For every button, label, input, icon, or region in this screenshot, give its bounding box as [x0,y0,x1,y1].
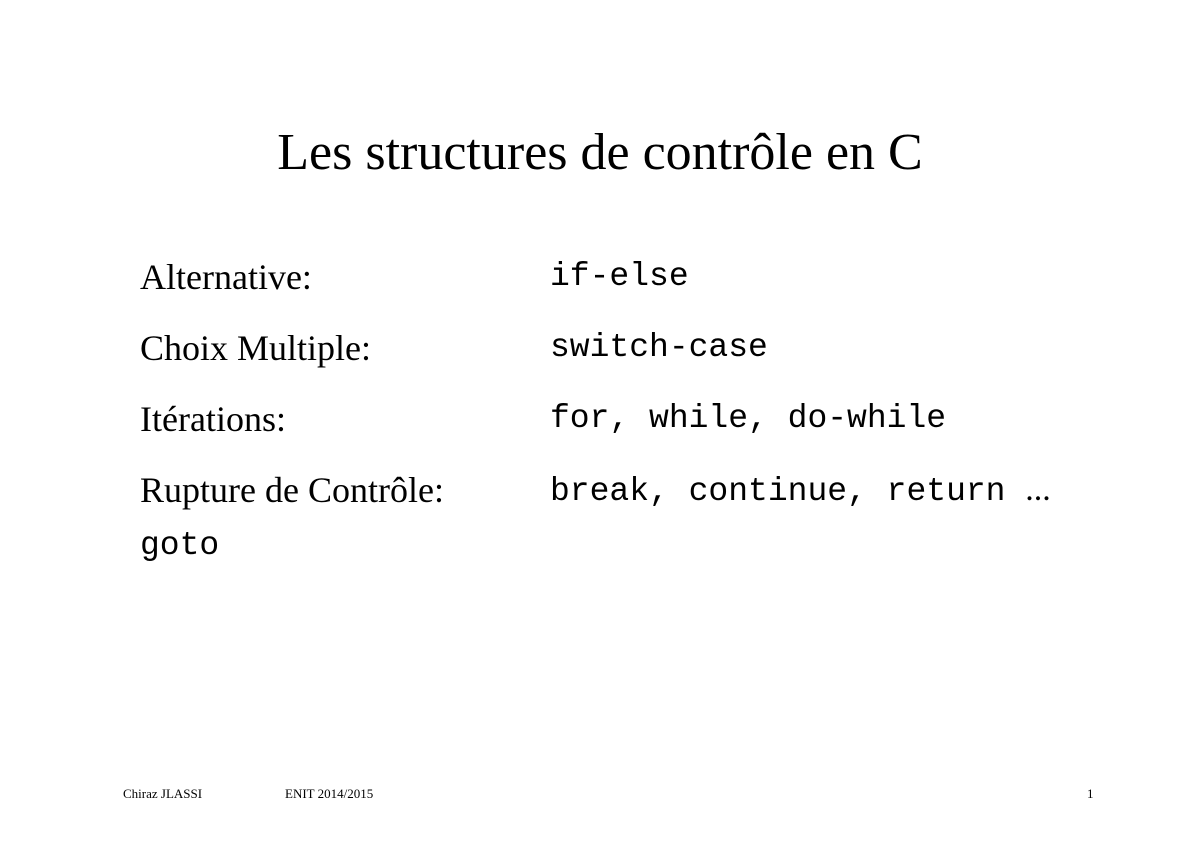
item-code: switch-case [550,329,768,366]
item-label: Rupture de Contrôle: [140,470,444,510]
item-code-ellipsis: ... [1025,471,1051,508]
list-item-choix-multiple [140,323,1140,373]
list-item-rupture-de-controle [140,465,1140,515]
item-label: Alternative: [140,257,312,297]
list-item-alternative [140,252,1140,302]
list-item-iterations [140,394,1140,444]
item-label: Itérations: [140,399,286,439]
item-code: break, continue, return [550,473,1006,510]
item-code: if-else [550,258,689,295]
slide-title: Les structures de contrôle en C [277,124,923,181]
item-code-group [550,465,1051,517]
item-code: for, while, do-while [550,400,947,437]
continuation-code: goto [140,527,220,564]
footer-author: Chiraz JLASSI [123,786,203,801]
item-label: Choix Multiple: [140,328,372,368]
footer-page-number: 1 [1087,786,1094,801]
footer-institution: ENIT 2014/2015 [285,786,374,801]
